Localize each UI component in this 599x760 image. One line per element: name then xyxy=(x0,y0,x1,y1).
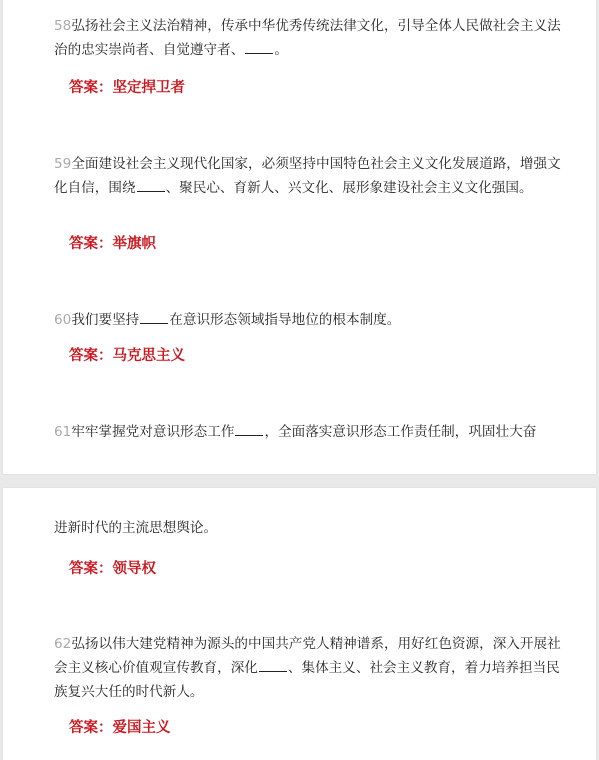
question-number: 58 xyxy=(54,18,72,34)
question-number: 59 xyxy=(54,156,72,172)
question-60 xyxy=(54,308,566,332)
question-text: 弘扬以伟大建党精神为源头的中国共产党人精神谱系，用好红色资源，深入开展社会主义核心价值观宣传教育，深化 xyxy=(54,636,561,676)
question-text: 我们要坚持 xyxy=(71,312,140,328)
answer-61: 答案：领导权 xyxy=(69,561,156,577)
answer-59: 答案：举旗帜 xyxy=(69,236,156,252)
question-text-end: 在意识形态领域指导地位的根本制度。 xyxy=(169,312,401,328)
question-text: 牢牢掌握党对意识形态工作 xyxy=(71,424,235,440)
question-text: 全面建设社会主义现代化国家，必须坚持中国特色社会主义文化发展道路，增强文化自信，围绕 xyxy=(54,156,561,196)
answer-60: 答案：马克思主义 xyxy=(69,348,185,364)
question-61-continued: 进新时代的主流思想舆论。 xyxy=(54,520,218,536)
answer-blank xyxy=(140,309,168,324)
document-page-2 xyxy=(3,488,596,760)
question-text-end: 。 xyxy=(274,42,288,58)
document-page-1 xyxy=(3,0,596,474)
answer-blank xyxy=(235,421,263,436)
answer-58: 答案：坚定捍卫者 xyxy=(69,80,185,96)
answer-62: 答案：爱国主义 xyxy=(69,720,171,736)
question-number: 60 xyxy=(54,312,72,328)
answer-blank xyxy=(245,39,273,54)
question-59 xyxy=(54,152,566,200)
question-number: 62 xyxy=(54,636,72,652)
question-62 xyxy=(54,632,566,704)
question-number: 61 xyxy=(54,424,72,440)
question-text-end: 、集体主义、社会主义教育，着力培养担当民族复兴大任的时代新人。 xyxy=(54,660,560,700)
question-58 xyxy=(54,14,566,62)
question-61 xyxy=(54,420,566,444)
question-text-end: 、聚民心、育新人、兴文化、展形象建设社会主义文化强国。 xyxy=(165,180,533,196)
answer-blank xyxy=(137,177,165,192)
question-text-end: ，全面落实意识形态工作责任制，巩固壮大奋 xyxy=(264,424,537,440)
question-text: 弘扬社会主义法治精神，传承中华优秀传统法律文化，引导全体人民做社会主义法治的忠实崇尚者、自觉遵守者、 xyxy=(54,18,561,58)
answer-blank xyxy=(259,657,287,672)
